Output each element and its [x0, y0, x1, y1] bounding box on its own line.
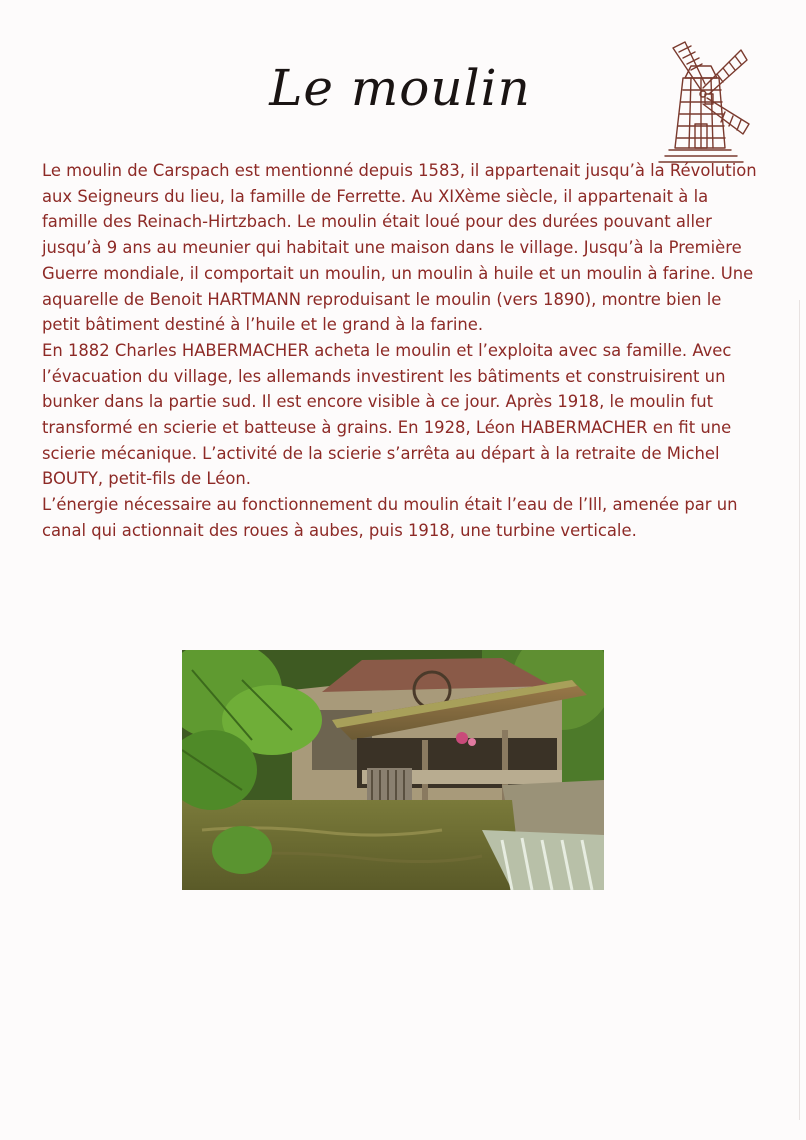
paragraph-habermacher: En 1882 Charles HABERMACHER acheta le moulin et l’exploita avec sa famille. Avec l’évacuation du village, les allemands investirent les bâtiments et construisirent un bunker dans la partie sud. Il est encore visible à ce jour. Après 1918, le moulin fut transformé en scierie et batteuse à grains. En 1928, Léon HABERMACHER en fit une scierie mécanique. L’activité de la scierie s’arrêta au départ à la retraite de Michel BOUTY, petit-fils de Léon.	[42, 340, 732, 489]
page-title: Le moulin	[269, 59, 531, 117]
windmill-illustration	[645, 38, 757, 166]
paragraph-history: Le moulin de Carspach est mentionné depuis 1583, il appartenait jusqu’à la Révolution aux Seigneurs du lieu, la famille de Ferrette. Au XIXème siècle, il appartenait à la famille des Reinach-Hirtzbach. Le moulin était loué pour des durées pouvant aller jusqu’à 9 ans au meunier qui habitait une maison dans le village. Jusqu’à la Première Guerre mondiale, il comportait un moulin, un moulin à huile et un moulin à farine. Une aquarelle de Benoit HARTMANN reproduisant le moulin (vers 1890), montre bien le petit bâtiment destiné à l’huile et le grand à la farine.	[42, 161, 757, 335]
article-body	[42, 158, 762, 544]
scan-edge-line	[799, 300, 800, 1120]
mill-photo	[182, 650, 604, 890]
paragraph-energy: L’énergie nécessaire au fonctionnement du moulin était l’eau de l’Ill, amenée par un canal qui actionnait des roues à aubes, puis 1918, une turbine verticale.	[42, 495, 738, 540]
